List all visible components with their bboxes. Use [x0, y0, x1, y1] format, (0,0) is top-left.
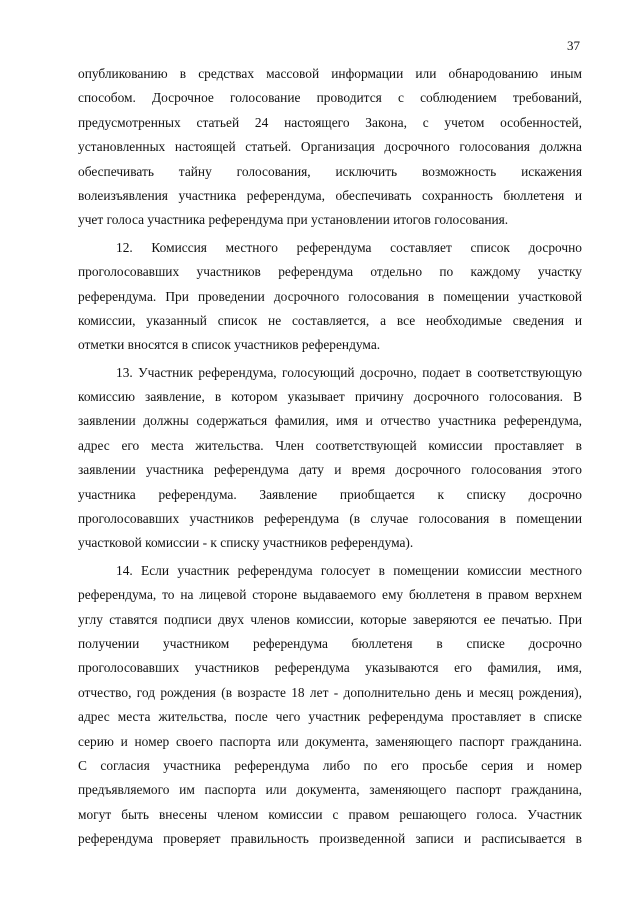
text-line: С согласия участника референдума либо по его просьбе серия и номер — [78, 757, 582, 773]
text-line: 14. Если участник референдума голосует в помещении комиссии местного — [116, 562, 582, 578]
text-line: волеизъявления участника референдума, обеспечивать сохранность бюллетеня и — [78, 187, 582, 203]
text-line: проголосовавших участников референдума (в случае голосования в помещении — [78, 511, 582, 527]
paragraph — [78, 62, 582, 233]
page-number: 37 — [567, 38, 580, 53]
text-line: получении участником референдума бюллетеня в списке досрочно — [78, 635, 582, 651]
text-line: отметки вносятся в список участников референдума. — [78, 337, 381, 353]
text-line: заявлении участника референдума дату и время досрочного голосования этого — [78, 462, 582, 478]
text-line: комиссию заявление, в котором указывает причину досрочного голосования. В — [78, 389, 582, 405]
text-line: отчество, год рождения (в возрасте 18 лет - дополнительно день и месяц рождения), — [78, 684, 582, 700]
text-line: участковой комиссии - к списку участников референдума). — [78, 535, 414, 551]
text-line: способом. Досрочное голосование проводится с соблюдением требований, — [78, 90, 582, 106]
text-line: проголосовавших участников референдума указываются его фамилия, имя, — [78, 660, 582, 676]
text-line: 12. Комиссия местного референдума составляет список досрочно — [116, 239, 582, 255]
body-text — [78, 62, 582, 852]
text-line: учет голоса участника референдума при установлении итогов голосования. — [78, 212, 509, 228]
text-line: адрес места жительства, после чего участник референдума проставляет в списке — [78, 709, 582, 725]
text-line: референдума, то на лицевой стороне выдаваемого ему бюллетеня в правом верхнем — [78, 587, 582, 603]
text-line: проголосовавших участников референдума отдельно по каждому участку — [78, 264, 582, 280]
text-line: серию и номер своего паспорта или документа, заменяющего паспорт гражданина. — [78, 733, 582, 749]
text-line: могут быть внесены членом комиссии с правом решающего голоса. Участник — [78, 806, 582, 822]
text-line: предусмотренных статьей 24 настоящего Закона, с учетом особенностей, — [78, 114, 582, 130]
text-line: 13. Участник референдума, голосующий досрочно, подает в соответствующую — [116, 364, 582, 380]
text-line: референдума. При проведении досрочного голосования в помещении участковой — [78, 288, 582, 304]
text-line: обеспечивать тайну голосования, исключить возможность искажения — [78, 163, 582, 179]
paragraph — [78, 559, 582, 852]
text-line: адрес его места жительства. Член соответствующей комиссии проставляет в — [78, 437, 582, 453]
paragraph — [78, 236, 582, 358]
text-line: участника референдума. Заявление приобщается к списку досрочно — [78, 486, 582, 502]
text-line: углу ставятся подписи двух членов комиссии, которые заверяются ее печатью. При — [78, 611, 582, 627]
paragraph — [78, 361, 582, 556]
text-line: референдума проверяет правильность произведенной записи и расписывается в — [78, 831, 582, 847]
text-line: предъявляемого им паспорта или документа, заменяющего паспорт гражданина, — [78, 782, 582, 798]
text-line: опубликованию в средствах массовой информации или обнародованию иным — [78, 66, 582, 81]
text-line: заявлении должны содержаться фамилия, имя и отчество участника референдума, — [78, 413, 582, 429]
text-line: комиссии, указанный список не составляется, а все необходимые сведения и — [78, 312, 582, 328]
text-line: установленных настоящей статьей. Организация досрочного голосования должна — [78, 139, 582, 155]
